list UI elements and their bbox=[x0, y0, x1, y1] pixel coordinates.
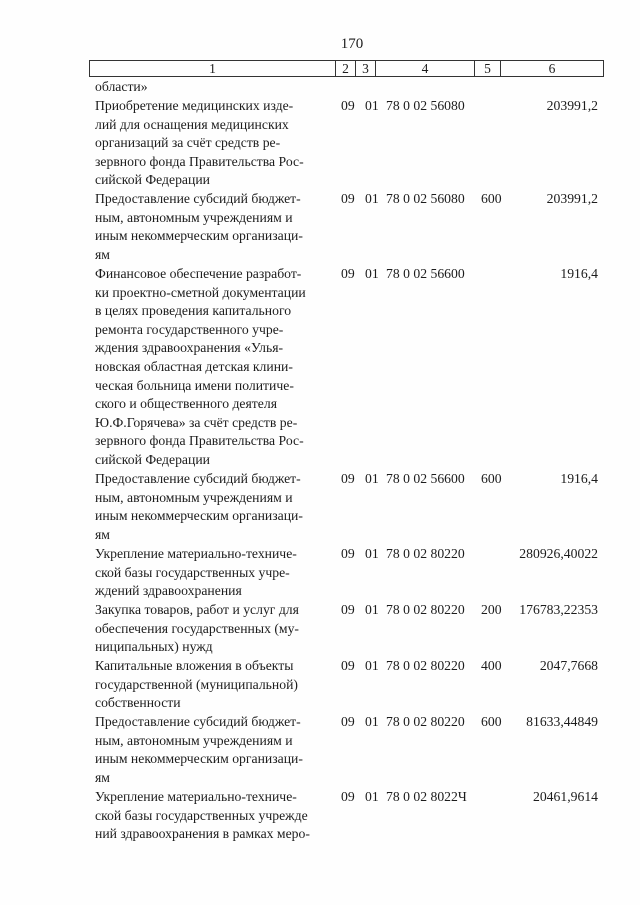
row-amount: 81633,44849 bbox=[526, 714, 598, 729]
row-subsection-code: 01 bbox=[365, 789, 379, 804]
row-subsection-code: 01 bbox=[365, 266, 379, 281]
row-target-code: 78 0 02 80220 bbox=[386, 714, 465, 729]
row-section-code: 09 bbox=[341, 266, 355, 281]
row-amount: 20461,9614 bbox=[532, 789, 598, 804]
row-target-code: 78 0 02 56080 bbox=[386, 98, 465, 113]
table-row bbox=[0, 601, 640, 657]
row-target-code: 78 0 02 56600 bbox=[386, 266, 465, 281]
table-row bbox=[0, 545, 640, 601]
row-section-code: 09 bbox=[341, 658, 355, 673]
row-subsection-code: 01 bbox=[365, 98, 379, 113]
row-section-code: 09 bbox=[341, 191, 355, 206]
row-section-code: 09 bbox=[341, 546, 355, 561]
row-description: Предоставление субсидий бюджет- ным, автономным учреждениям и иным некоммерческим организаци- ям bbox=[95, 191, 303, 262]
row-section-code: 09 bbox=[341, 714, 355, 729]
row-section-code: 09 bbox=[341, 602, 355, 617]
column-header-1: 1 bbox=[90, 61, 336, 77]
budget-table-body bbox=[0, 78, 640, 844]
row-subsection-code: 01 bbox=[365, 714, 379, 729]
row-expense-type-code: 600 bbox=[481, 191, 502, 206]
column-header-5: 5 bbox=[475, 61, 501, 77]
row-description: области» bbox=[95, 79, 148, 94]
row-subsection-code: 01 bbox=[365, 471, 379, 486]
row-description: Укрепление материально-техниче- ской базы государственных учре- ждений здравоохранения bbox=[95, 546, 297, 599]
row-description: Предоставление субсидий бюджет- ным, автономным учреждениям и иным некоммерческим организаци- ям bbox=[95, 714, 303, 785]
row-description: Финансовое обеспечение разработ- ки проектно-сметной документации в целях проведения капитального ремонта государственного учре- ждения здравоохранения «Улья- новская областная детская клини- ческая больница имени политиче- ского и общественного деятеля Ю.Ф.Горячева» за счёт средств ре- зервного фонда Правительства Рос- сийской Федерации bbox=[95, 266, 306, 467]
row-description: Предоставление субсидий бюджет- ным, автономным учреждениям и иным некоммерческим организаци- ям bbox=[95, 471, 303, 542]
row-amount: 1916,4 bbox=[560, 471, 598, 486]
row-target-code: 78 0 02 80220 bbox=[386, 602, 465, 617]
row-amount: 203991,2 bbox=[546, 98, 598, 113]
table-row bbox=[0, 788, 640, 844]
row-expense-type-code: 400 bbox=[481, 658, 502, 673]
row-subsection-code: 01 bbox=[365, 658, 379, 673]
row-section-code: 09 bbox=[341, 789, 355, 804]
row-subsection-code: 01 bbox=[365, 546, 379, 561]
page-number: 170 bbox=[340, 36, 364, 52]
row-description: Укрепление материально-техниче- ской базы государственных учрежде ний здравоохранения в рамках меро- bbox=[95, 789, 310, 842]
row-target-code: 78 0 02 56600 bbox=[386, 471, 465, 486]
row-amount: 203991,2 bbox=[546, 191, 598, 206]
row-subsection-code: 01 bbox=[365, 602, 379, 617]
row-expense-type-code: 600 bbox=[481, 714, 502, 729]
row-expense-type-code: 600 bbox=[481, 471, 502, 486]
column-header-table bbox=[89, 60, 604, 77]
table-row bbox=[0, 265, 640, 470]
row-amount: 2047,7668 bbox=[539, 658, 598, 673]
row-target-code: 78 0 02 56080 bbox=[386, 191, 465, 206]
row-description: Приобретение медицинских изде- лий для оснащения медицинских организаций за счёт средств ре- зервного фонда Правительства Рос- сийской Федерации bbox=[95, 98, 304, 188]
row-section-code: 09 bbox=[341, 98, 355, 113]
row-target-code: 78 0 02 80220 bbox=[386, 658, 465, 673]
row-subsection-code: 01 bbox=[365, 191, 379, 206]
table-row bbox=[0, 713, 640, 788]
column-header-3: 3 bbox=[356, 61, 376, 77]
column-header-6: 6 bbox=[501, 61, 604, 77]
row-target-code: 78 0 02 80220 bbox=[386, 546, 465, 561]
table-row bbox=[0, 78, 640, 97]
row-expense-type-code: 200 bbox=[481, 602, 502, 617]
table-row bbox=[0, 97, 640, 190]
row-description: Капитальные вложения в объекты государственной (муниципальной) собственности bbox=[95, 658, 298, 711]
row-target-code: 78 0 02 8022Ч bbox=[386, 789, 467, 804]
row-amount: 280926,40022 bbox=[519, 546, 598, 561]
table-row bbox=[0, 190, 640, 265]
table-row bbox=[0, 657, 640, 713]
row-amount: 1916,4 bbox=[560, 266, 598, 281]
row-description: Закупка товаров, работ и услуг для обеспечения государственных (му- ниципальных) нужд bbox=[95, 602, 299, 655]
row-section-code: 09 bbox=[341, 471, 355, 486]
column-header-4: 4 bbox=[376, 61, 475, 77]
row-amount: 176783,22353 bbox=[519, 602, 598, 617]
table-row bbox=[0, 470, 640, 545]
column-header-2: 2 bbox=[336, 61, 356, 77]
